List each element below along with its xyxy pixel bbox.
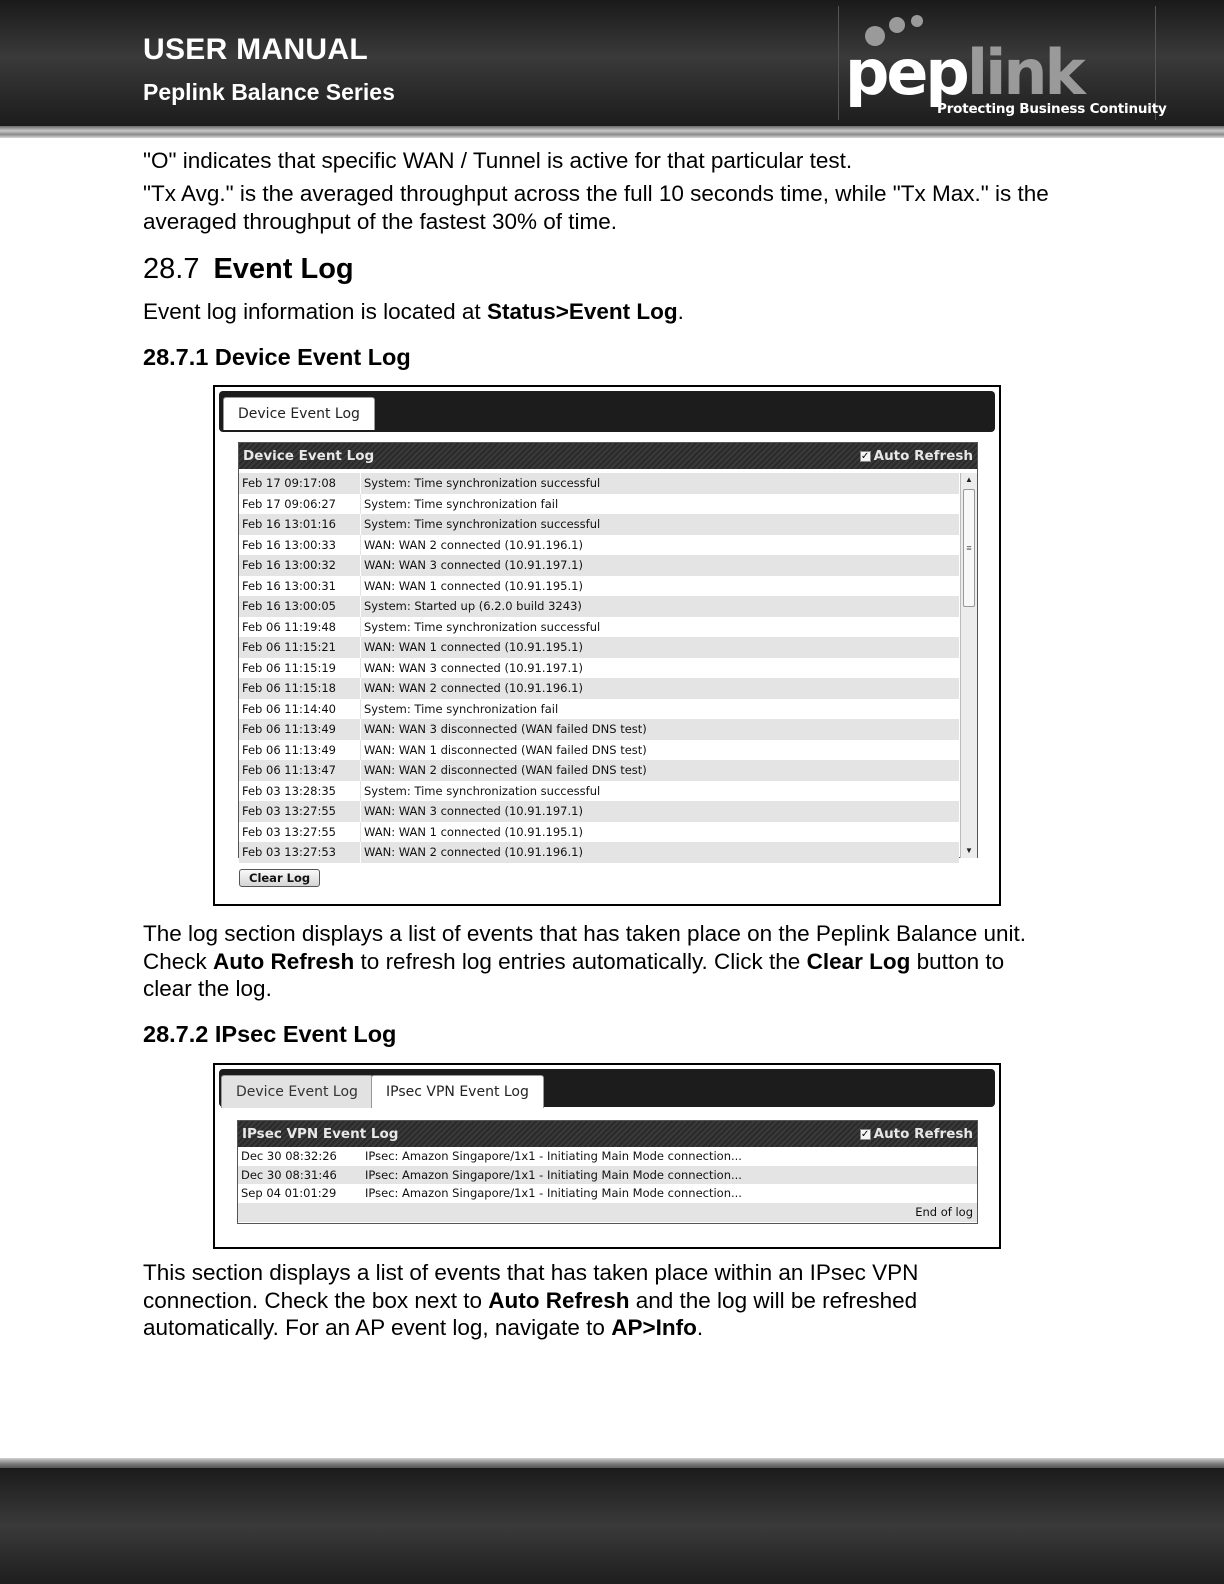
log-message: System: Time synchronization successful (364, 517, 601, 531)
tab-device-event-log[interactable]: Device Event Log (221, 1075, 373, 1108)
log-date: Feb 17 09:06:27 (239, 494, 361, 515)
log-date: Feb 03 13:28:35 (239, 781, 361, 802)
ipsec-log-description: This section displays a list of events that has taken place within an IPsec VPN connection. Check the box next to Auto Refresh and the log will be refreshed automatically. For an AP event log, navigate to AP>Info. (143, 1260, 919, 1340)
auto-refresh-label: Auto Refresh (873, 448, 973, 464)
intro-line-2: "Tx Avg." is the averaged throughput across the full 10 seconds time, while "Tx Max." is the averaged throughput of the fastest 30% of time. (143, 181, 1049, 234)
log-date: Sep 04 01:01:29 (241, 1186, 337, 1200)
logo-wordmark: peplink (845, 36, 1083, 109)
footer-stripe (0, 1458, 1224, 1468)
log-row (239, 719, 959, 740)
ipsec-log-list (238, 1147, 977, 1203)
log-message: System: Time synchronization successful (364, 476, 601, 490)
log-row (239, 760, 959, 781)
logo-tagline: Protecting Business Continuity (937, 101, 1167, 117)
log-date: Feb 06 11:15:18 (239, 678, 361, 699)
log-message: WAN: WAN 3 disconnected (WAN failed DNS test) (364, 722, 647, 736)
log-date: Feb 03 13:27:55 (239, 822, 361, 843)
auto-refresh-checkbox[interactable]: ✓ (860, 451, 870, 462)
ipsec-log-heading: 28.7.2 IPsec Event Log (143, 1021, 397, 1047)
log-message: IPsec: Amazon Singapore/1x1 - Initiating Main Mode connection... (365, 1186, 742, 1200)
device-log-panel-header (239, 443, 977, 469)
log-message: System: Time synchronization successful (364, 783, 601, 798)
log-row (239, 658, 959, 679)
header-title: USER MANUAL (143, 33, 368, 66)
ipsec-event-log-screenshot (213, 1063, 1001, 1249)
log-date: Feb 06 11:13:49 (239, 719, 361, 740)
log-date: Feb 06 11:13:49 (239, 740, 361, 761)
header-subtitle: Peplink Balance Series (143, 79, 395, 105)
log-row (239, 494, 959, 515)
log-date: Feb 17 09:17:08 (239, 473, 361, 494)
log-row (239, 699, 959, 720)
log-row (239, 740, 959, 761)
ipsec-log-panel-header (238, 1121, 977, 1147)
log-row (238, 1184, 977, 1203)
log-date: Feb 06 11:15:21 (239, 637, 361, 658)
end-of-log-row: End of log (238, 1203, 977, 1222)
log-row (239, 678, 959, 699)
log-date: Feb 06 11:13:47 (239, 760, 361, 781)
device-log-tabbar (219, 391, 995, 432)
log-row (239, 822, 959, 843)
log-row (239, 596, 959, 617)
device-auto-refresh[interactable] (860, 443, 973, 469)
section-location-text: Event log information is located at Status>Event Log. (143, 299, 684, 324)
auto-refresh-checkbox[interactable]: ✓ (860, 1129, 870, 1140)
log-date: Feb 06 11:19:48 (239, 617, 361, 638)
log-date: Dec 30 08:31:46 (241, 1167, 337, 1182)
log-row (239, 617, 959, 638)
log-date: Feb 03 13:27:53 (239, 842, 361, 863)
log-date: Feb 03 13:27:55 (239, 801, 361, 822)
log-message: System: Started up (6.2.0 build 3243) (364, 599, 582, 613)
scroll-up-icon[interactable]: ▲ (965, 475, 973, 484)
ipsec-log-panel-title: IPsec VPN Event Log (242, 1126, 399, 1142)
device-log-heading: 28.7.1 Device Event Log (143, 344, 411, 370)
page-footer (0, 1468, 1224, 1584)
log-message: WAN: WAN 2 connected (10.91.196.1) (364, 845, 583, 859)
log-row (239, 473, 959, 494)
page-header (0, 0, 1224, 126)
log-message: WAN: WAN 1 disconnected (WAN failed DNS test) (364, 742, 647, 757)
log-date: Feb 06 11:14:40 (239, 699, 361, 720)
log-date: Feb 16 13:00:32 (239, 555, 361, 576)
log-date: Feb 16 13:00:05 (239, 596, 361, 617)
log-row (239, 514, 959, 535)
auto-refresh-label: Auto Refresh (873, 1126, 973, 1142)
log-message: WAN: WAN 2 disconnected (WAN failed DNS test) (364, 763, 647, 777)
device-log-panel-title: Device Event Log (243, 448, 375, 464)
section-number: 28.7 (143, 253, 200, 285)
ipsec-auto-refresh[interactable] (860, 1121, 973, 1147)
log-message: WAN: WAN 1 connected (10.91.195.1) (364, 824, 583, 839)
log-message: WAN: WAN 3 connected (10.91.197.1) (364, 804, 583, 818)
tab-device-event-log[interactable]: Device Event Log (223, 397, 375, 430)
device-event-log-screenshot (213, 385, 1001, 906)
log-row (239, 555, 959, 576)
log-date: Dec 30 08:32:26 (241, 1149, 337, 1163)
device-log-scrollbar[interactable] (960, 473, 977, 858)
log-date: Feb 16 13:00:33 (239, 535, 361, 556)
log-row (239, 781, 959, 802)
log-message: System: Time synchronization fail (364, 496, 559, 511)
log-message: WAN: WAN 3 connected (10.91.197.1) (364, 660, 583, 675)
log-message: IPsec: Amazon Singapore/1x1 - Initiating Main Mode connection... (365, 1167, 742, 1182)
ipsec-log-panel (237, 1120, 978, 1224)
log-row (239, 576, 959, 597)
log-date: Feb 16 13:01:16 (239, 514, 361, 535)
tab-ipsec-vpn-event-log[interactable]: IPsec VPN Event Log (371, 1075, 544, 1108)
section-title: Event Log (213, 253, 354, 285)
device-log-panel (238, 442, 978, 858)
log-row (239, 535, 959, 556)
log-row (238, 1166, 977, 1185)
log-row (239, 842, 959, 863)
log-message: WAN: WAN 3 connected (10.91.197.1) (364, 558, 583, 572)
log-message: WAN: WAN 1 connected (10.91.195.1) (364, 578, 583, 593)
peplink-logo (838, 6, 1167, 120)
log-row (239, 801, 959, 822)
clear-log-button[interactable]: Clear Log (239, 869, 320, 887)
header-stripe (0, 126, 1224, 138)
log-date: Feb 06 11:15:19 (239, 658, 361, 679)
log-message: IPsec: Amazon Singapore/1x1 - Initiating Main Mode connection... (365, 1149, 742, 1163)
scroll-thumb[interactable]: ≡ (963, 489, 975, 607)
device-log-list (239, 473, 959, 863)
log-message: System: Time synchronization successful (364, 619, 601, 634)
section-heading (143, 253, 354, 286)
log-date: Feb 16 13:00:31 (239, 576, 361, 597)
log-row (239, 637, 959, 658)
log-message: System: Time synchronization fail (364, 701, 559, 716)
log-message: WAN: WAN 1 connected (10.91.195.1) (364, 640, 583, 654)
log-row (238, 1147, 977, 1166)
scroll-down-icon[interactable]: ▼ (965, 846, 973, 855)
status-event-log-path: Status>Event Log (486, 299, 678, 324)
intro-line-1: "O" indicates that specific WAN / Tunnel is active for that particular test. (143, 148, 853, 173)
log-message: WAN: WAN 2 connected (10.91.196.1) (364, 681, 583, 695)
ipsec-log-tabbar (219, 1069, 995, 1107)
device-log-description: The log section displays a list of events that has taken place on the Peplink Balance unit. Check Auto Refresh to refresh log entries automatically. Click the Clear Log button to clear the log. (143, 921, 1027, 1001)
log-message: WAN: WAN 2 connected (10.91.196.1) (364, 537, 583, 552)
